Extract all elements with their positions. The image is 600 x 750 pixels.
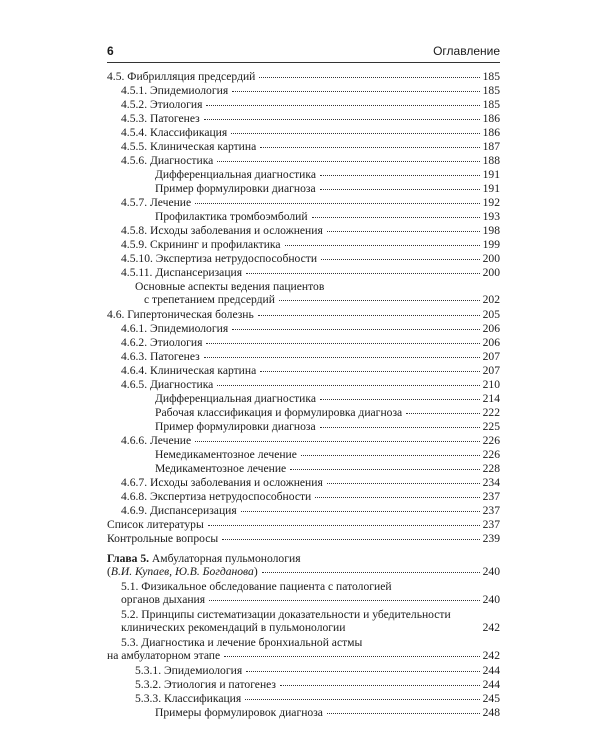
toc-entry[interactable] (121, 126, 500, 139)
dot-leader (217, 161, 479, 162)
toc-entry-page: 237 (482, 518, 500, 531)
toc-entry-label: 4.5. Фибрилляция предсердий (107, 70, 256, 83)
dot-leader (245, 699, 479, 700)
toc-entry-label: Пример формулировки диагноза (155, 182, 316, 195)
dot-leader (260, 371, 479, 372)
toc-entry-chapter[interactable] (107, 552, 500, 578)
toc-entry-label: на амбулаторном этапе (107, 649, 221, 662)
toc-entry-label-line1: 5.3. Диагностика и лечение бронхиальной астмы (121, 636, 363, 649)
toc-entry-label: Контрольные вопросы (107, 532, 219, 545)
dot-leader (320, 427, 480, 428)
toc-entry[interactable] (121, 378, 500, 391)
running-header (107, 44, 500, 60)
toc-entry-label: Профилактика тромбоэмболий (155, 210, 308, 223)
toc-entry-page: 186 (482, 112, 500, 125)
toc-entry-label: 4.5.5. Клиническая картина (121, 140, 257, 153)
toc-entry[interactable] (155, 210, 500, 223)
toc-entry-label: 4.6.9. Диспансеризация (121, 504, 237, 517)
toc-entry-label: 4.5.3. Патогенез (121, 112, 200, 125)
toc-entry-page: 185 (482, 84, 500, 97)
toc-entry[interactable] (121, 154, 500, 167)
page-number: 6 (107, 44, 114, 58)
toc-entry-label: 4.5.7. Лечение (121, 196, 192, 209)
toc-entry-page: 200 (482, 266, 500, 279)
toc-entry-label: 4.5.2. Этиология (121, 98, 203, 111)
toc-entry[interactable] (121, 608, 500, 634)
dot-leader (260, 147, 479, 148)
dot-leader (246, 671, 479, 672)
toc-entry-label: 4.5.4. Классификация (121, 126, 228, 139)
dot-leader (262, 572, 480, 573)
toc-entry[interactable] (155, 392, 500, 405)
toc-entry[interactable] (121, 336, 500, 349)
toc-entry-page: 207 (482, 364, 500, 377)
dot-leader (195, 203, 479, 204)
authors-names: В.И. Купаев, Ю.В. Богданова (110, 565, 254, 578)
toc-entry-page: 244 (482, 664, 500, 677)
toc-entry-label: 4.5.9. Скрининг и профилактика (121, 238, 281, 251)
toc-entry-page: 245 (482, 692, 500, 705)
toc-entry-page: 199 (482, 238, 500, 251)
toc-entry-label: 4.5.10. Экспертиза нетрудоспособности (121, 252, 318, 265)
toc-entry-label: 4.6.1. Эпидемиология (121, 322, 229, 335)
toc-entry[interactable] (121, 196, 500, 209)
toc-entry-page: 206 (482, 336, 500, 349)
toc-entry-page: 191 (482, 168, 500, 181)
toc-entry[interactable] (121, 504, 500, 517)
toc-entry-label: 4.5.11. Диспансеризация (121, 266, 243, 279)
toc-entry[interactable] (121, 140, 500, 153)
toc-entry-label: 4.5.1. Эпидемиология (121, 84, 229, 97)
toc-entry[interactable] (121, 490, 500, 503)
toc-entry[interactable] (155, 706, 500, 719)
toc-entry[interactable] (107, 532, 500, 545)
dot-leader (217, 385, 479, 386)
toc-entry-page: 240 (482, 565, 500, 578)
toc-entry-label: клинических рекомендаций в пульмонологии (121, 621, 346, 634)
toc-entry[interactable] (135, 692, 500, 705)
toc-entry-page: 200 (482, 252, 500, 265)
toc-entry-label: Пример формулировки диагноза (155, 420, 316, 433)
toc-entry-page: 237 (482, 490, 500, 503)
toc-entry-label: 5.3.2. Этиология и патогенез (135, 678, 277, 691)
toc-entry-label-line1: 5.2. Принципы систематизации доказательности и убедительности (121, 608, 451, 621)
dot-leader (204, 357, 480, 358)
toc-entry-label: 5.3.3. Классификация (135, 692, 242, 705)
toc-entry[interactable] (121, 98, 500, 111)
toc-entry-page: 191 (482, 182, 500, 195)
toc-entry-page: 186 (482, 126, 500, 139)
toc-entry[interactable] (107, 308, 500, 321)
toc-entry-page: 198 (482, 224, 500, 237)
toc-entry[interactable] (121, 350, 500, 363)
toc-entry[interactable] (121, 322, 500, 335)
toc-entry[interactable] (121, 476, 500, 489)
dot-leader (327, 231, 480, 232)
toc-entry[interactable] (107, 70, 500, 83)
toc-entry-label: 4.6.6. Лечение (121, 434, 192, 447)
dot-leader (321, 259, 480, 260)
toc-entry-page: 202 (482, 293, 500, 306)
toc-entry-page: 228 (482, 462, 500, 475)
chapter-heading (107, 552, 500, 565)
toc-entry-label: 4.6.7. Исходы заболевания и осложнения (121, 476, 323, 489)
toc-entry-label: 4.5.6. Диагностика (121, 154, 214, 167)
toc-entry[interactable] (135, 280, 500, 306)
dot-leader (279, 300, 480, 301)
dot-leader (259, 77, 479, 78)
toc-entry-label: Список литературы (107, 518, 204, 531)
toc-entry-label: Немедикаментозное лечение (155, 448, 297, 461)
toc-entry-page: 185 (482, 70, 500, 83)
toc-entry-label: 4.6.2. Этиология (121, 336, 203, 349)
toc-entry[interactable] (135, 664, 500, 677)
toc-entry-page: 242 (482, 649, 500, 662)
chapter-prefix: Глава 5. (107, 552, 150, 565)
dot-leader (301, 455, 480, 456)
dot-leader (231, 133, 479, 134)
dot-leader (285, 245, 480, 246)
toc-entry-page: 193 (482, 210, 500, 223)
toc-entry-page: 248 (482, 706, 500, 719)
toc-entry-page: 210 (482, 378, 500, 391)
toc-entry[interactable] (121, 224, 500, 237)
toc-entry-label: Примеры формулировок диагноза (155, 706, 323, 719)
toc-entry[interactable] (155, 182, 500, 195)
toc-entry-page: 187 (482, 140, 500, 153)
toc-entry[interactable] (107, 636, 500, 662)
dot-leader (224, 656, 479, 657)
dot-leader (209, 600, 480, 601)
toc-entry[interactable] (121, 266, 500, 279)
toc-entry[interactable] (121, 84, 500, 97)
chapter-authors: (В.И. Купаев, Ю.В. Богданова) (107, 565, 258, 578)
dot-leader (195, 441, 479, 442)
dot-leader (280, 685, 480, 686)
toc-entry-page: 222 (482, 406, 500, 419)
toc-entry-label: 4.6.3. Патогенез (121, 350, 200, 363)
toc-entry-label: органов дыхания (121, 593, 206, 606)
chapter-title: Амбулаторная пульмонология (149, 552, 301, 565)
toc-entry[interactable] (121, 434, 500, 447)
toc-entry-page: 185 (482, 98, 500, 111)
toc-entry-label-line1: 5.1. Физикальное обследование пациента с патологией (121, 580, 392, 593)
dot-leader (232, 329, 479, 330)
toc-entry-label-line1: Основные аспекты ведения пациентов (135, 280, 325, 293)
dot-leader (222, 539, 479, 540)
toc-entry-label: Дифференциальная диагностика (155, 168, 316, 181)
dot-leader (406, 413, 479, 414)
toc-entry[interactable] (135, 678, 500, 691)
dot-leader (204, 119, 480, 120)
toc-entry[interactable] (155, 406, 500, 419)
toc-entry[interactable] (121, 252, 500, 265)
toc-entry[interactable] (155, 168, 500, 181)
toc-entry-page: 240 (482, 593, 500, 606)
toc-entry[interactable] (155, 462, 500, 475)
toc-entry[interactable] (155, 448, 500, 461)
dot-leader (327, 483, 480, 484)
dot-leader (320, 189, 480, 190)
toc-entry-page: 226 (482, 448, 500, 461)
toc-entry-label: Рабочая классификация и формулировка диагноза (155, 406, 403, 419)
toc-entry-label: 5.3.1. Эпидемиология (135, 664, 243, 677)
dot-leader (258, 315, 480, 316)
toc-entry-page: 188 (482, 154, 500, 167)
dot-leader (206, 343, 479, 344)
toc-entry-page: 244 (482, 678, 500, 691)
toc-entry-page: 242 (482, 621, 500, 634)
toc-entry[interactable] (155, 420, 500, 433)
toc-entry-page: 226 (482, 434, 500, 447)
toc-entry-page: 207 (482, 350, 500, 363)
dot-leader (241, 511, 480, 512)
toc-entry-label: 4.6.5. Диагностика (121, 378, 214, 391)
toc-entry-page: 225 (482, 420, 500, 433)
toc-entry-page: 234 (482, 476, 500, 489)
toc-entry-page: 214 (482, 392, 500, 405)
dot-leader (208, 525, 480, 526)
toc-entry-label: 4.6.4. Клиническая картина (121, 364, 257, 377)
dot-leader (327, 713, 480, 714)
toc-entry-label: 4.6. Гипертоническая болезнь (107, 308, 254, 321)
toc-entry-page: 239 (482, 532, 500, 545)
toc-entry-label: с трепетанием предсердий (144, 293, 275, 306)
toc-entry-label: Медикаментозное лечение (155, 462, 287, 475)
dot-leader (232, 91, 479, 92)
dot-leader (290, 469, 479, 470)
toc-entry[interactable] (107, 518, 500, 531)
toc-entry-page: 192 (482, 196, 500, 209)
toc-entry[interactable] (121, 580, 500, 606)
toc-entry-label: 4.5.8. Исходы заболевания и осложнения (121, 224, 323, 237)
dot-leader (206, 105, 479, 106)
dot-leader (312, 217, 480, 218)
dot-leader (246, 273, 480, 274)
section-title: Оглавление (433, 44, 500, 58)
toc-entry[interactable] (121, 364, 500, 377)
toc-entry-page: 205 (482, 308, 500, 321)
toc-entry-label: Дифференциальная диагностика (155, 392, 316, 405)
toc-entry[interactable] (121, 112, 500, 125)
toc-entry-label: 4.6.8. Экспертиза нетрудоспособности (121, 490, 312, 503)
toc-entry[interactable] (121, 238, 500, 251)
dot-leader (320, 175, 480, 176)
toc-entry-page: 206 (482, 322, 500, 335)
dot-leader (320, 399, 480, 400)
toc-entry-page: 237 (482, 504, 500, 517)
header-rule (107, 62, 500, 63)
dot-leader (315, 497, 479, 498)
